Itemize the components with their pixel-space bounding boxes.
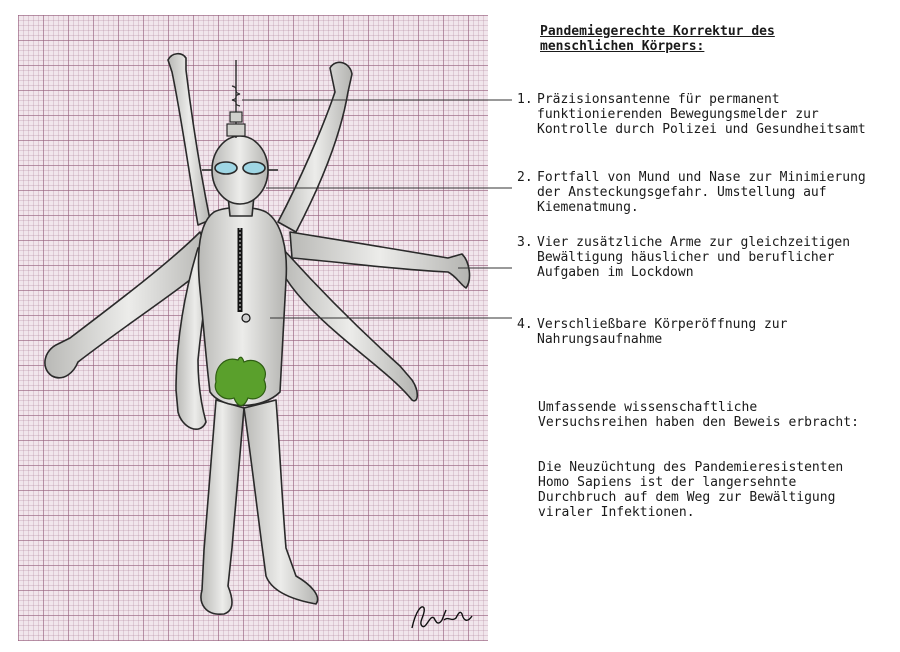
annotation-item-3 [517, 235, 887, 280]
left-leg [201, 400, 244, 614]
annotation-text: Vier zusätzliche Arme zur gleichzeitigen Bewältigung häuslicher und beruflicher Aufgaben im Lockdown [537, 235, 851, 280]
annotation-text: Präzisionsantenne für permanent funktionierenden Bewegungsmelder zur Kontrolle durch Polizei und Gesundheitsamt [537, 92, 866, 137]
lower-right-arm [282, 250, 417, 401]
conclusion-intro: Umfassende wissenschaftliche Versuchsreihen haben den Beweis erbracht: [538, 400, 859, 430]
annotation-text: Fortfall von Mund und Nase zur Minimierung der Ansteckungsgefahr. Umstellung auf Kiemenatmung. [537, 170, 866, 215]
annotation-number: 3. [517, 235, 533, 250]
annotation-number: 2. [517, 170, 533, 185]
upper-left-arm [168, 54, 210, 225]
page-title: Pandemiegerechte Korrektur des menschlichen Körpers: [540, 24, 775, 54]
right-leg [244, 400, 318, 604]
annotation-item-2 [517, 170, 887, 215]
artist-signature [408, 600, 478, 634]
annotation-number: 4. [517, 317, 533, 332]
upper-right-arm [278, 62, 352, 232]
conclusion-statement: Die Neuzüchtung des Pandemieresistenten Homo Sapiens ist der langersehnte Durchbruch auf dem Weg zur Bewältigung viraler Infektionen. [538, 460, 844, 520]
antenna [227, 60, 245, 138]
annotation-item-4 [517, 317, 887, 347]
annotation-number: 1. [517, 92, 533, 107]
right-arm [290, 232, 469, 288]
annotation-text: Verschließbare Körperöffnung zur Nahrungsaufnahme [537, 317, 788, 347]
annotation-item-1 [517, 92, 887, 137]
